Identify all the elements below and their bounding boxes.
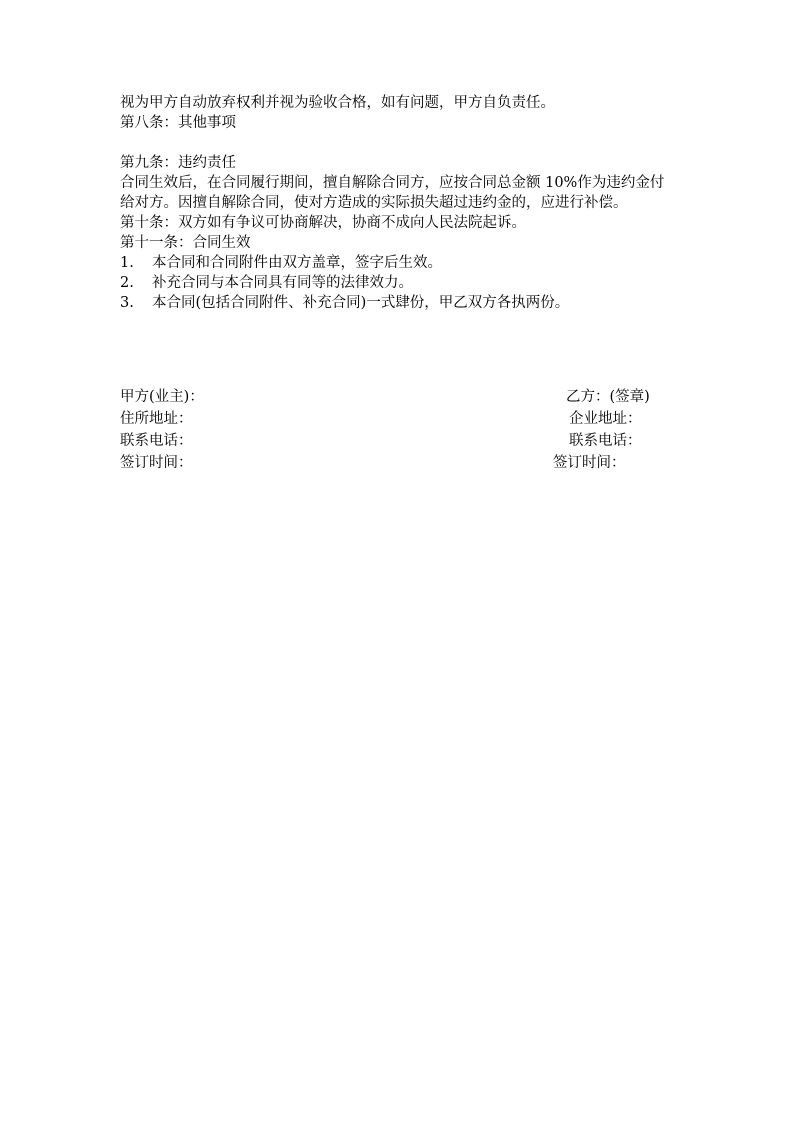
article-11-title: 第十一条：合同生效 xyxy=(120,235,251,251)
contract-body xyxy=(120,93,680,313)
article-9-text: 合同生效后，在合同履行期间，擅自解除合同方，应按合同总金额 10%作为违约金付给对方。因擅自解除合同，使对方造成的实际损失超过违约金的，应进行补偿。 xyxy=(120,175,665,211)
body-line-acceptance: 视为甲方自动放弃权利并视为验收合格，如有问题，甲方自负责任。 xyxy=(120,95,555,111)
list-item-text: 本合同(包括合同附件、补充合同)一式肆份，甲乙双方各执两份。 xyxy=(152,295,570,311)
article-9-title: 第九条：违约责任 xyxy=(120,155,236,171)
party-b-name: 乙方：(签章) xyxy=(566,389,650,405)
list-number: 1. xyxy=(120,255,134,271)
article-11-item-1 xyxy=(120,253,680,273)
party-b-address: 企业地址： xyxy=(569,411,642,427)
list-number: 2. xyxy=(120,275,134,291)
blank-line xyxy=(120,133,680,153)
party-a-phone: 联系电话： xyxy=(120,433,193,449)
party-a-date: 签订时间： xyxy=(120,455,193,471)
list-number: 3. xyxy=(120,295,134,311)
party-b-date: 签订时间： xyxy=(553,455,626,471)
article-8-title: 第八条：其他事项 xyxy=(120,115,236,131)
signature-row-phone xyxy=(120,430,680,452)
list-item-text: 本合同和合同附件由双方盖章，签字后生效。 xyxy=(152,255,442,271)
party-a-name: 甲方(业主)： xyxy=(120,389,204,405)
article-11-item-2 xyxy=(120,273,680,293)
party-a-address: 住所地址： xyxy=(120,411,193,427)
signature-block xyxy=(120,386,680,474)
signature-row-date xyxy=(120,452,680,474)
party-b-phone: 联系电话： xyxy=(569,433,642,449)
article-11-item-3 xyxy=(120,293,680,313)
article-10: 第十条：双方如有争议可协商解决，协商不成向人民法院起诉。 xyxy=(120,215,526,231)
signature-row-address xyxy=(120,408,680,430)
list-item-text: 补充合同与本合同具有同等的法律效力。 xyxy=(152,275,413,291)
signature-row-name xyxy=(120,386,680,408)
